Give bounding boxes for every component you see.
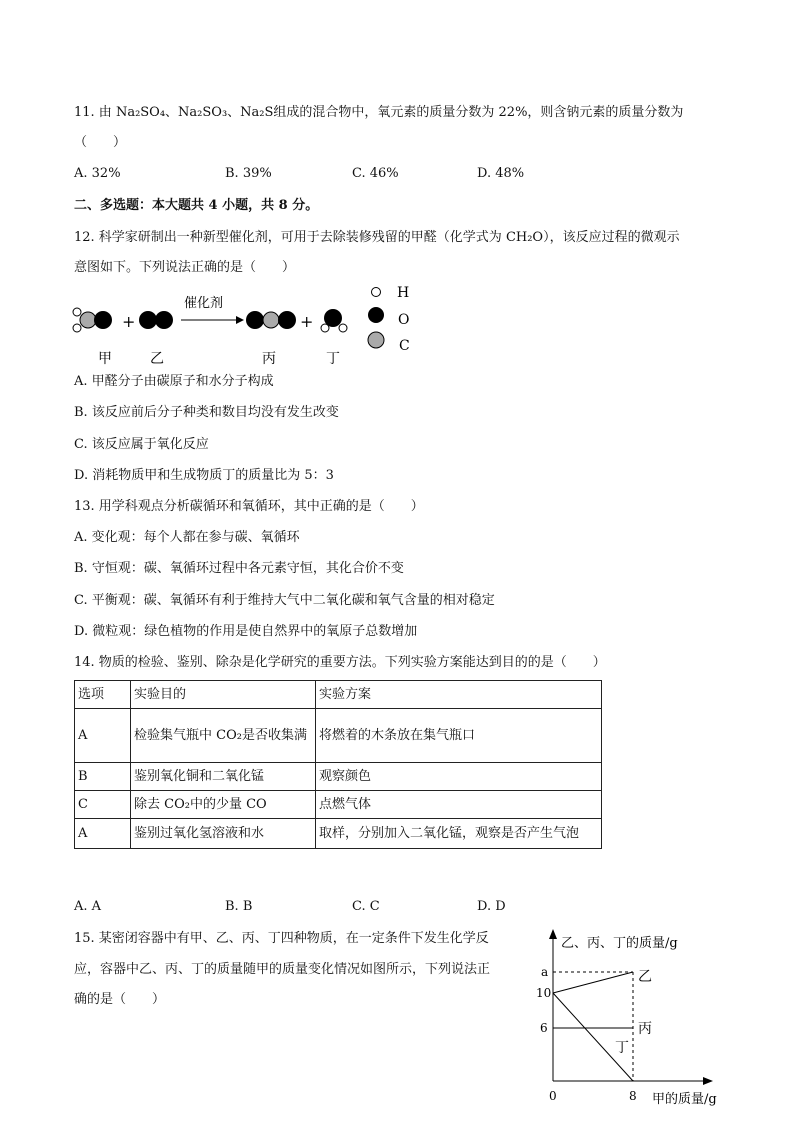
q13-stem: 13. 用学科观点分析碳循环和氧循环，其中正确的是（ ）	[74, 499, 424, 514]
header-option: 选项	[75, 681, 131, 709]
q12-option-d: D. 消耗物质甲和生成物质丁的质量比为 5：3	[74, 468, 334, 483]
table-row	[75, 819, 602, 849]
legend-h-icon	[372, 288, 381, 297]
table-row	[75, 763, 602, 791]
q13-option-c: C. 平衡观：碳、氧循环有利于维持大气中二氧化碳和氧气含量的相对稳定	[74, 593, 495, 608]
q12-option-b: B. 该反应前后分子种类和数目均没有发生改变	[74, 405, 339, 420]
x-tick-8: 8	[629, 1089, 637, 1103]
header-purpose: 实验目的	[131, 681, 316, 709]
row-plan: 取样，分别加入二氧化锰，观察是否产生气泡	[316, 819, 602, 849]
row-plan: 点燃气体	[316, 791, 602, 819]
series-yi-label: 乙	[638, 969, 652, 985]
q11-option-b: B. 39%	[225, 166, 272, 181]
q11-option-d: D. 48%	[477, 166, 525, 181]
label-yi: 乙	[150, 351, 164, 367]
reaction-diagram	[68, 280, 428, 370]
series-ding-label: 丁	[615, 1040, 629, 1056]
series-bing-label: 丙	[638, 1021, 652, 1037]
legend-h-label: H	[397, 285, 410, 301]
table-row	[75, 791, 602, 819]
row-purpose: 检验集气瓶中 CO₂是否收集满	[131, 709, 316, 763]
q14-option-b: B. B	[225, 899, 253, 914]
experiment-table	[74, 680, 602, 849]
y-axis-label: 乙、丙、丁的质量/g	[561, 936, 678, 951]
q13-option-d: D. 微粒观：绿色植物的作用是使自然界中的氧原子总数增加	[74, 624, 418, 639]
q14-option-d: D. D	[477, 899, 506, 914]
header-plan: 实验方案	[316, 681, 602, 709]
label-jia: 甲	[98, 351, 112, 367]
q12-option-c: C. 该反应属于氧化反应	[74, 437, 209, 452]
legend-c-icon	[368, 332, 384, 348]
x-tick-0: 0	[549, 1089, 557, 1103]
q14-stem: 14. 物质的检验、鉴别、除杂是化学研究的重要方法。下列实验方案能达到目的的是（ ）	[74, 655, 606, 670]
table-row	[75, 709, 602, 763]
q13-option-b: B. 守恒观：碳、氧循环过程中各元素守恒，其化合价不变	[74, 561, 404, 576]
row-purpose: 除去 CO₂中的少量 CO	[131, 791, 316, 819]
q11-option-a: A. 32%	[74, 166, 121, 181]
molecule-jia	[73, 308, 112, 332]
molecule-yi	[139, 311, 173, 329]
plus-sign-2: +	[300, 312, 314, 331]
label-bing: 丙	[262, 351, 276, 367]
q15-stem-line3: 确的是（ ）	[74, 992, 166, 1007]
molecule-bing	[246, 311, 296, 329]
molecule-ding	[321, 309, 347, 332]
q15-stem-line2: 应，容器中乙、丙、丁的质量随甲的质量变化情况如图所示，下列说法正	[74, 962, 491, 977]
row-purpose: 鉴别过氧化氢溶液和水	[131, 819, 316, 849]
q12-option-a: A. 甲醛分子由碳原子和水分子构成	[74, 374, 274, 389]
row-option: A	[75, 819, 131, 849]
row-plan: 观察颜色	[316, 763, 602, 791]
q12-stem-line2: 意图如下。下列说法正确的是（ ）	[74, 260, 296, 275]
q13-option-a: A. 变化观：每个人都在参与碳、氧循环	[74, 530, 300, 545]
section-heading: 二、多选题：本大题共 4 小题，共 8 分。	[74, 198, 319, 213]
q11-bracket: （ ）	[74, 135, 127, 150]
q14-option-a: A. A	[74, 899, 102, 914]
q11-stem: 11. 由 Na₂SO₄、Na₂SO₃、Na₂S组成的混合物中，氧元素的质量分数为 22%，则含钠元素的质量分数为	[74, 105, 684, 120]
legend-c-label: C	[399, 338, 410, 354]
mass-chart	[525, 925, 725, 1115]
row-purpose: 鉴别氧化铜和二氧化锰	[131, 763, 316, 791]
row-option: B	[75, 763, 131, 791]
legend-o-icon	[368, 307, 384, 323]
row-option: C	[75, 791, 131, 819]
row-plan: 将燃着的木条放在集气瓶口	[316, 709, 602, 763]
x-axis-arrow-icon	[703, 1077, 713, 1085]
q15-stem-line1: 15. 某密闭容器中有甲、乙、丙、丁四种物质，在一定条件下发生化学反	[74, 931, 489, 946]
y-tick-a: a	[541, 965, 549, 979]
plus-sign-1: +	[122, 312, 136, 331]
y-tick-10: 10	[536, 986, 552, 1000]
y-tick-6: 6	[540, 1021, 548, 1035]
series-ding-line	[553, 993, 633, 1081]
row-option: A	[75, 709, 131, 763]
series-yi-line	[553, 972, 633, 993]
legend-o-label: O	[398, 312, 410, 328]
q14-option-c: C. C	[352, 899, 380, 914]
label-ding: 丁	[326, 351, 340, 367]
table-header-row	[75, 681, 602, 709]
q11-option-c: C. 46%	[352, 166, 399, 181]
catalyst-label: 催化剂	[184, 296, 224, 311]
arrow-head-icon	[236, 316, 244, 324]
y-axis-arrow-icon	[549, 929, 557, 939]
q12-stem-line1: 12. 科学家研制出一种新型催化剂，可用于去除装修残留的甲醛（化学式为 CH₂O），该反应过程的微观示	[74, 230, 680, 245]
x-axis-label: 甲的质量/g	[652, 1092, 717, 1107]
